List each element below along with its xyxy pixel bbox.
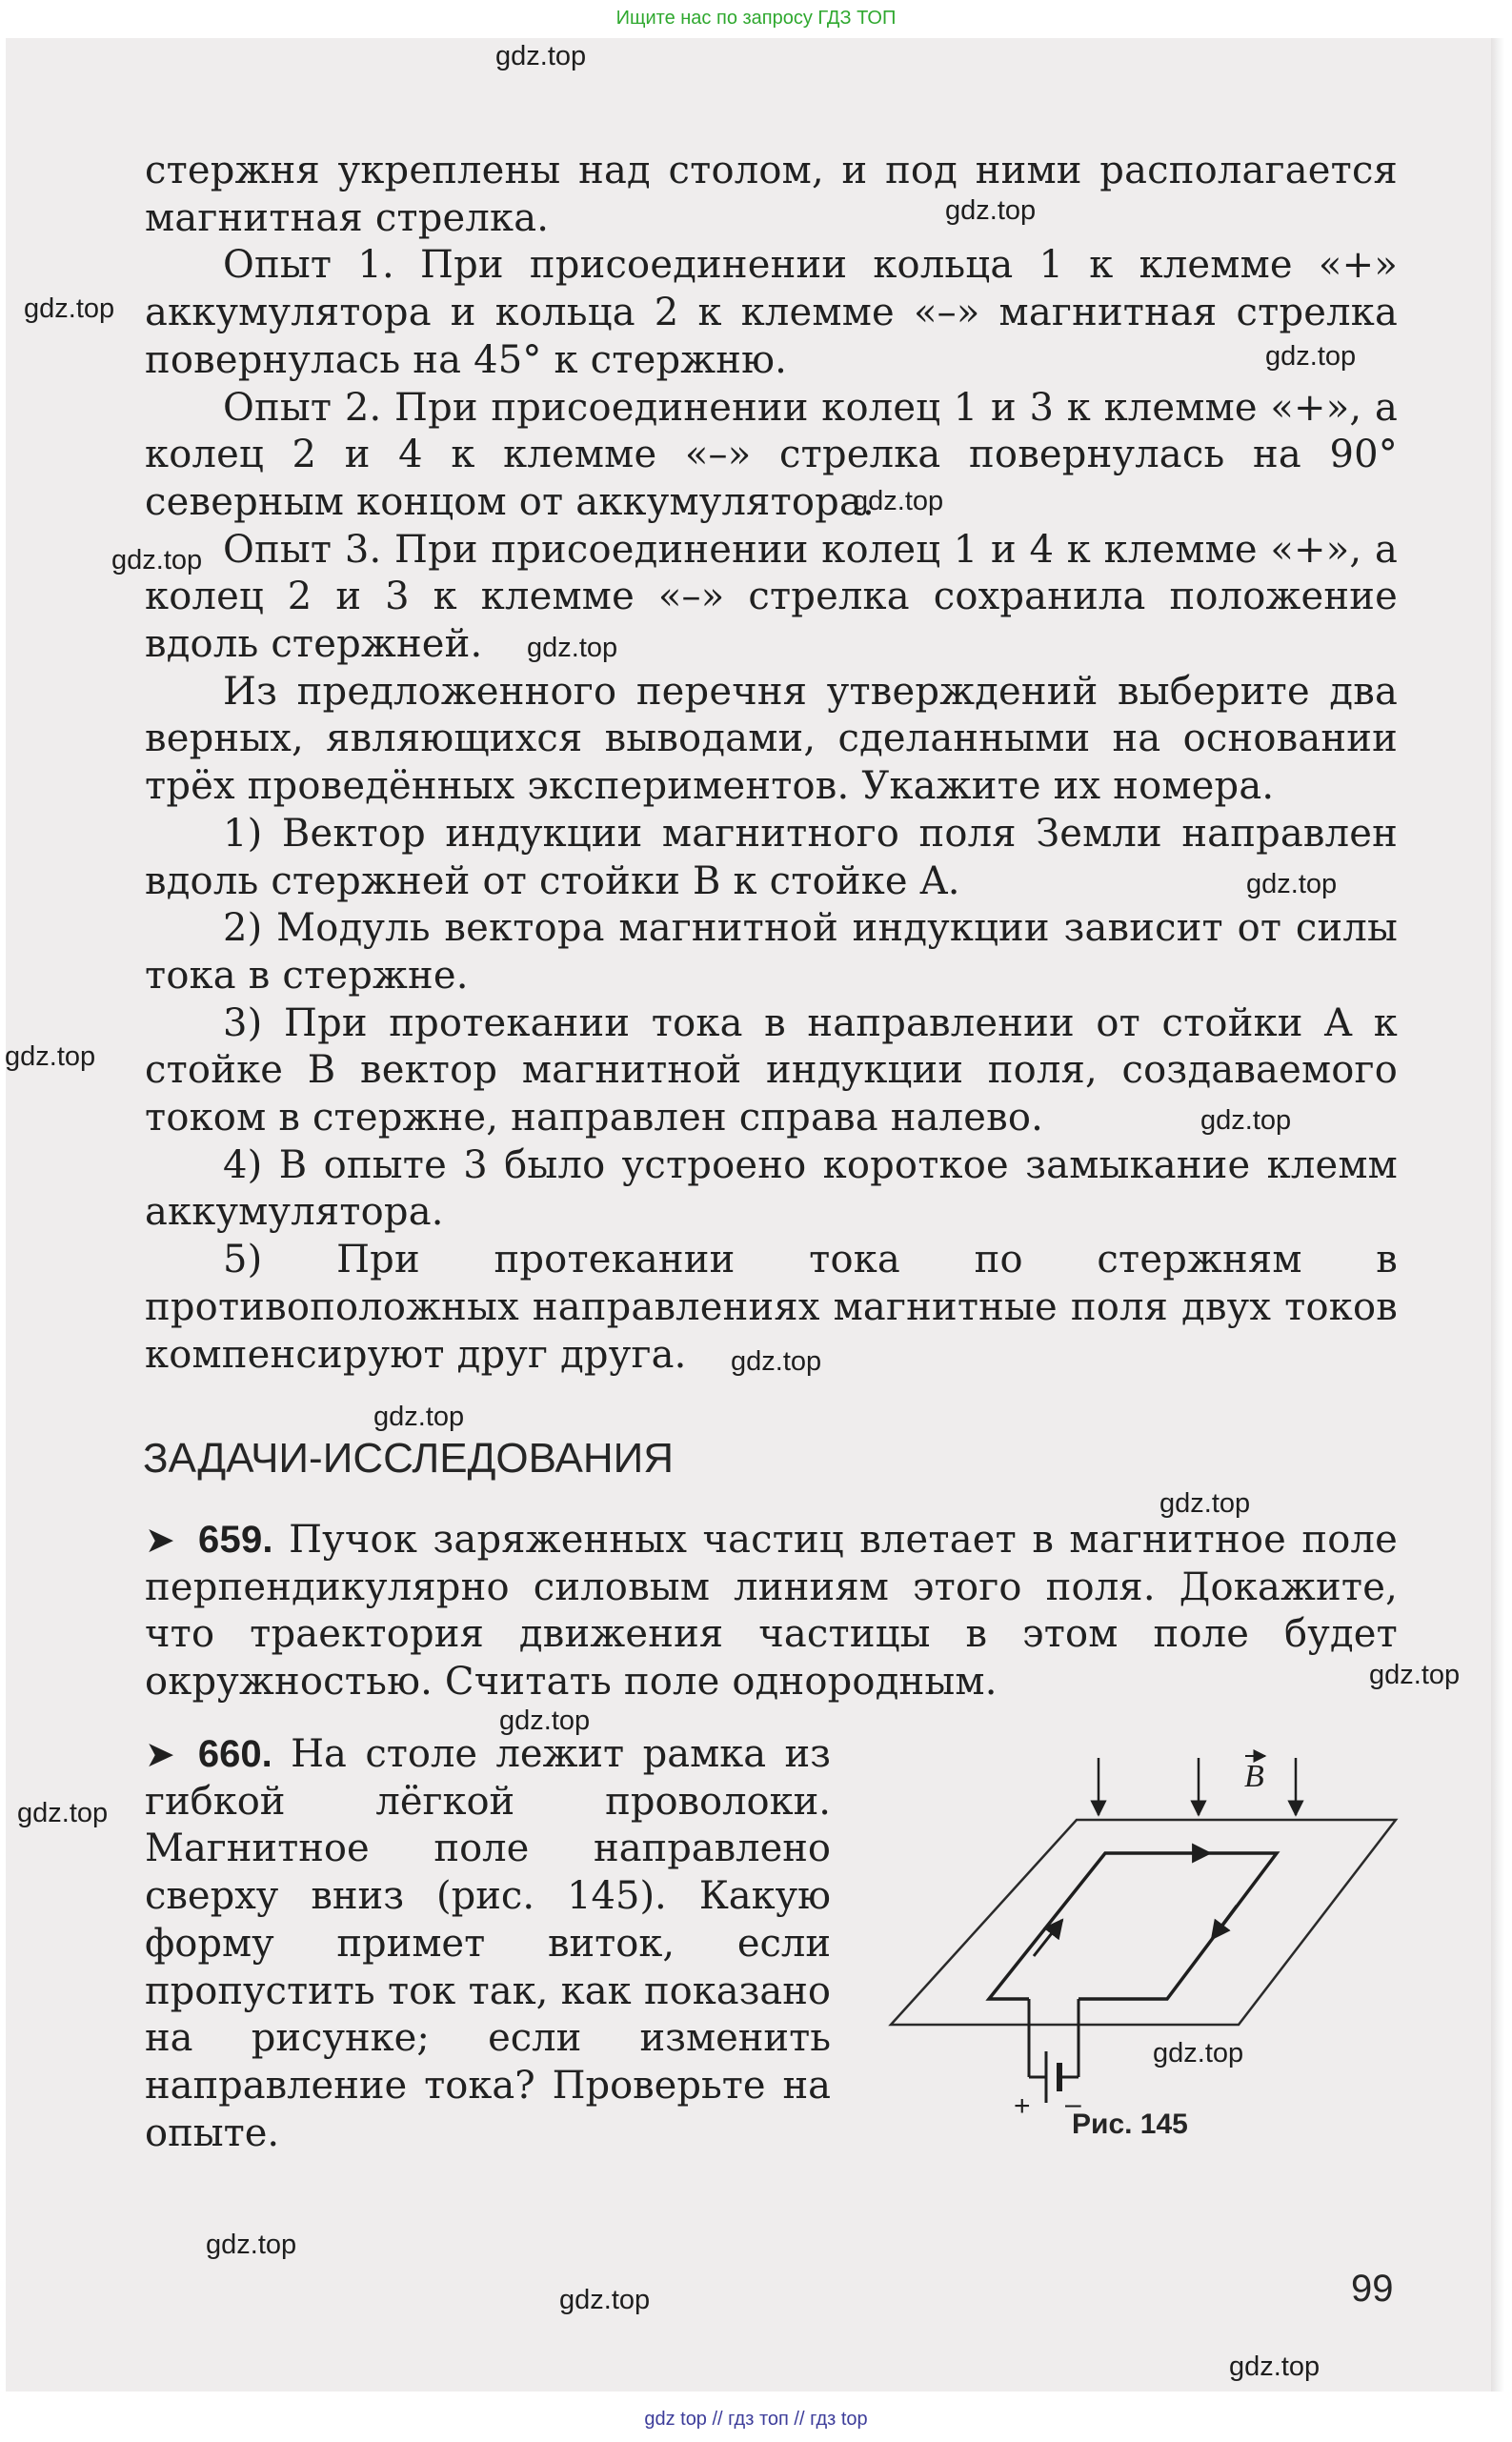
task-arrow-icon: ➤ <box>145 1519 176 1561</box>
watermark: gdz.top <box>5 1041 96 1072</box>
task-659 <box>145 1517 1398 1706</box>
watermark: gdz.top <box>853 486 944 516</box>
watermark: gdz.top <box>1246 869 1338 899</box>
current-arrow <box>1212 1906 1237 1939</box>
option-1: 1) Вектор индукции магнитного поля Земли направлен вдоль стержней от стойки B к стойке A. <box>145 811 1398 903</box>
watermark: gdz.top <box>527 633 618 663</box>
continuation-paragraph: стержня укреплены над столом, и под ними располагается магнитная стрелка. <box>145 149 1398 240</box>
task-text: Пучок заряженных частиц влетает в магнитное поле перпендикулярно силовым линиям этого поля. Докажите, что траектория движения частицы в этом поле будет окружностью. Считать поле однородным. <box>145 1518 1399 1705</box>
watermark: gdz.top <box>499 1705 591 1736</box>
option-2: 2) Модуль вектора магнитной индукции зависит от силы тока в стержне. <box>145 906 1398 998</box>
watermark: gdz.top <box>1200 1105 1292 1136</box>
plus-sign: + <box>1014 2090 1031 2122</box>
watermark: gdz.top <box>111 545 203 575</box>
watermark: gdz.top <box>373 1402 465 1432</box>
minus-sign: – <box>1065 2089 1081 2120</box>
vector-label: B <box>1244 1759 1264 1794</box>
experiment-2: Опыт 2. При присоединении колец 1 и 3 к клемме «+», а колец 2 и 4 к клемме «–» стрелка повернулась на 90° северным концом от аккумулятора. <box>145 385 1398 524</box>
watermark: gdz.top <box>206 2230 297 2260</box>
answer-options <box>145 811 1398 1379</box>
top-banner[interactable]: Ищите нас по запросу ГДЗ ТОП <box>0 0 1512 36</box>
experiment-1: Опыт 1. При присоединении кольца 1 к клемме «+» аккумулятора и кольца 2 к клемме «–» магнитная стрелка повернулась на 45° к стержню. <box>145 243 1398 382</box>
figure-145 <box>877 1748 1410 2149</box>
page-number: 99 <box>1351 2268 1394 2310</box>
watermark: gdz.top <box>731 1346 822 1377</box>
watermark: gdz.top <box>495 41 587 71</box>
watermark: gdz.top <box>24 293 115 324</box>
watermark: gdz.top <box>1159 1488 1251 1519</box>
task-number: 659. <box>198 1519 273 1561</box>
figure-caption: Рис. 145 <box>1072 2109 1188 2140</box>
intro-text <box>145 148 1398 1379</box>
wire-frame <box>989 1853 1277 1999</box>
task-arrow-icon: ➤ <box>145 1733 175 1775</box>
watermark: gdz.top <box>945 195 1037 226</box>
task-number: 660. <box>197 1733 272 1775</box>
task-660 <box>145 1731 831 2157</box>
watermark: gdz.top <box>1229 2351 1320 2382</box>
experiment-3: Опыт 3. При присоединении колец 1 и 4 к клемме «+», а колец 2 и 3 к клемме «–» стрелка сохранила положение вдоль стержней. <box>145 527 1398 667</box>
page-edge <box>1491 38 1504 2392</box>
watermark: gdz.top <box>1153 2038 1244 2069</box>
task-text: На столе лежит рамка из гибкой лёгкой проволоки. Магнитное поле направлено сверху вниз (рис. 145). Какую форму примет виток, если пропустить ток так, как показано на рисунке; если изменить направление тока? Проверьте на опыте. <box>145 1732 832 2155</box>
option-4: 4) В опыте 3 было устроено короткое замыкание клемм аккумулятора. <box>145 1142 1398 1235</box>
table-plane <box>891 1820 1396 2025</box>
option-5: 5) При протекании тока по стержням в противоположных направлениях магнитные поля двух токов компенсируют друг друга. <box>145 1238 1398 1377</box>
watermark: gdz.top <box>1265 341 1357 372</box>
watermark: gdz.top <box>559 2285 651 2315</box>
watermark: gdz.top <box>17 1798 109 1828</box>
question-paragraph: Из предложенного перечня утверждений выберите два верных, являющихся выводами, сделанными на основании трёх проведённых экспериментов. Укажите их номера. <box>145 669 1398 809</box>
watermark: gdz.top <box>1369 1660 1461 1690</box>
section-heading: ЗАДАЧИ-ИССЛЕДОВАНИЯ <box>143 1435 675 1482</box>
bottom-banner[interactable]: gdz top // гдз топ // гдз top <box>0 2396 1512 2442</box>
option-3: 3) При протекании тока в направлении от стойки A к стойке B вектор магнитной индукции поля, создаваемого током в стержне, направлен справа налево. <box>145 1000 1398 1140</box>
